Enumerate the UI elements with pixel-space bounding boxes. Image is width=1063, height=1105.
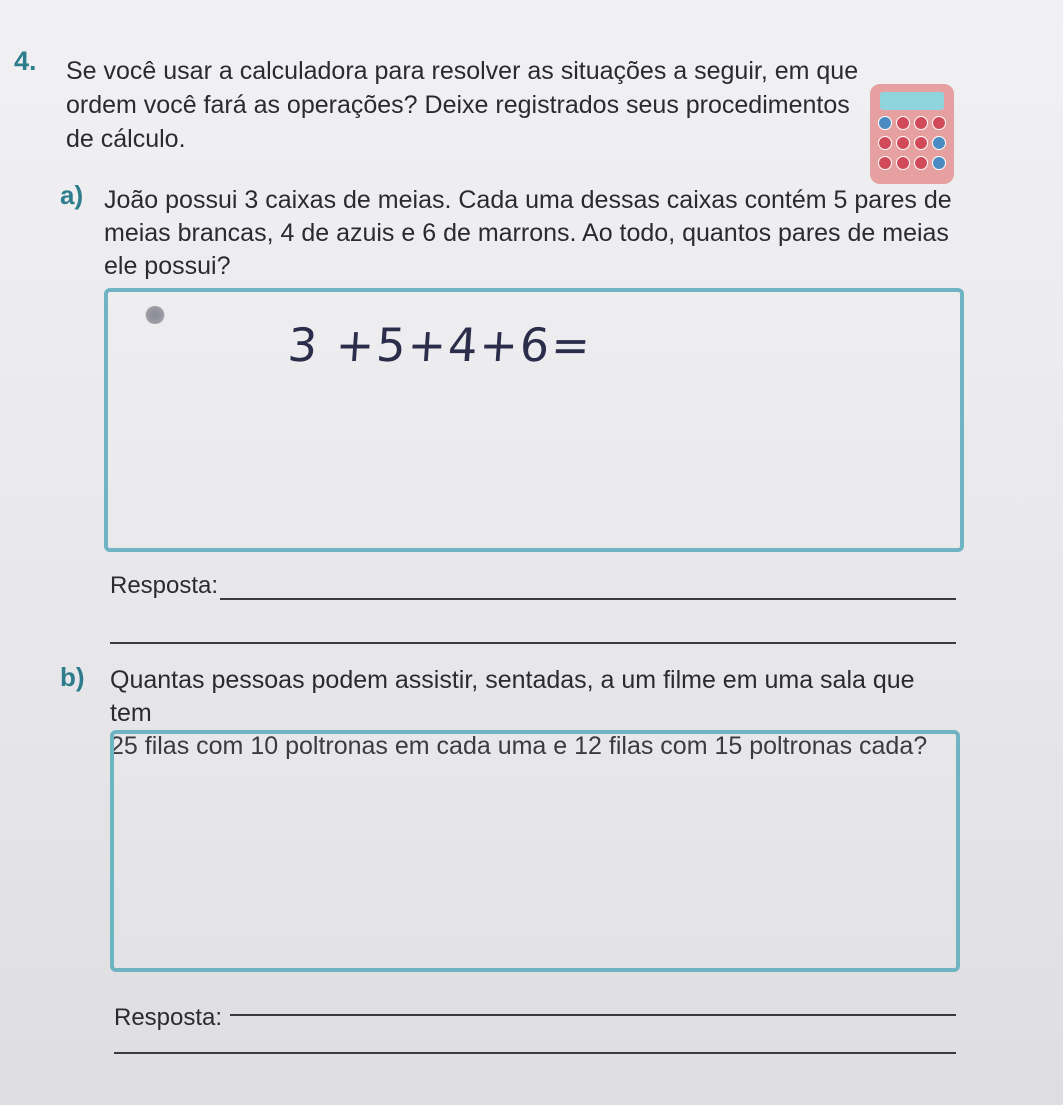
question-line: Se você usar a calculadora para resolver as situações a seguir, em que — [66, 57, 859, 85]
item-a-line: ele possui? — [104, 252, 231, 280]
item-b-line: 25 filas com 10 poltronas em cada uma e 12 filas com 15 poltronas cada? — [110, 732, 928, 760]
question-number: 4. — [14, 46, 37, 76]
calculator-key — [914, 116, 928, 130]
calculator-key — [932, 156, 946, 170]
calculator-key — [896, 136, 910, 150]
calculator-key — [932, 116, 946, 130]
calculator-key — [914, 136, 928, 150]
item-b-answer-label: Resposta: — [114, 1004, 223, 1031]
calculator-key — [878, 116, 892, 130]
item-b-work-box[interactable] — [110, 730, 960, 972]
question-line: de cálculo. — [66, 125, 186, 153]
calculator-screen — [880, 92, 944, 110]
calculator-key — [896, 116, 910, 130]
item-a-line: meias brancas, 4 de azuis e 6 de marrons. Ao todo, quantos pares de meias — [104, 219, 949, 247]
item-b-line: Quantas pessoas podem assistir, sentadas, a um filme em uma sala que tem — [110, 666, 915, 727]
calculator-key — [914, 156, 928, 170]
item-a-handwritten-work: 3 +5+4+6= — [286, 318, 594, 372]
question-statement — [66, 54, 866, 156]
question-line: ordem você fará as operações? Deixe registrados seus procedimentos — [66, 91, 850, 119]
item-b-answer-line-2[interactable] — [114, 1052, 956, 1054]
item-b-label: b) — [60, 662, 85, 692]
ink-blot — [144, 306, 166, 324]
calculator-key — [932, 136, 946, 150]
item-a-answer-line-2[interactable] — [110, 642, 956, 644]
item-a-label: a) — [60, 180, 84, 210]
calculator-key — [896, 156, 910, 170]
item-a-statement — [104, 184, 954, 283]
item-a-work-box[interactable] — [104, 288, 964, 552]
item-b-answer-line-1[interactable] — [230, 1014, 956, 1016]
item-a-line: João possui 3 caixas de meias. Cada uma dessas caixas contém 5 pares de — [104, 186, 952, 214]
calculator-key — [878, 136, 892, 150]
calculator-key — [878, 156, 892, 170]
item-a-answer-line-1[interactable] — [220, 598, 956, 600]
item-a-answer-label: Resposta: — [110, 572, 219, 599]
calculator-icon — [870, 84, 954, 184]
